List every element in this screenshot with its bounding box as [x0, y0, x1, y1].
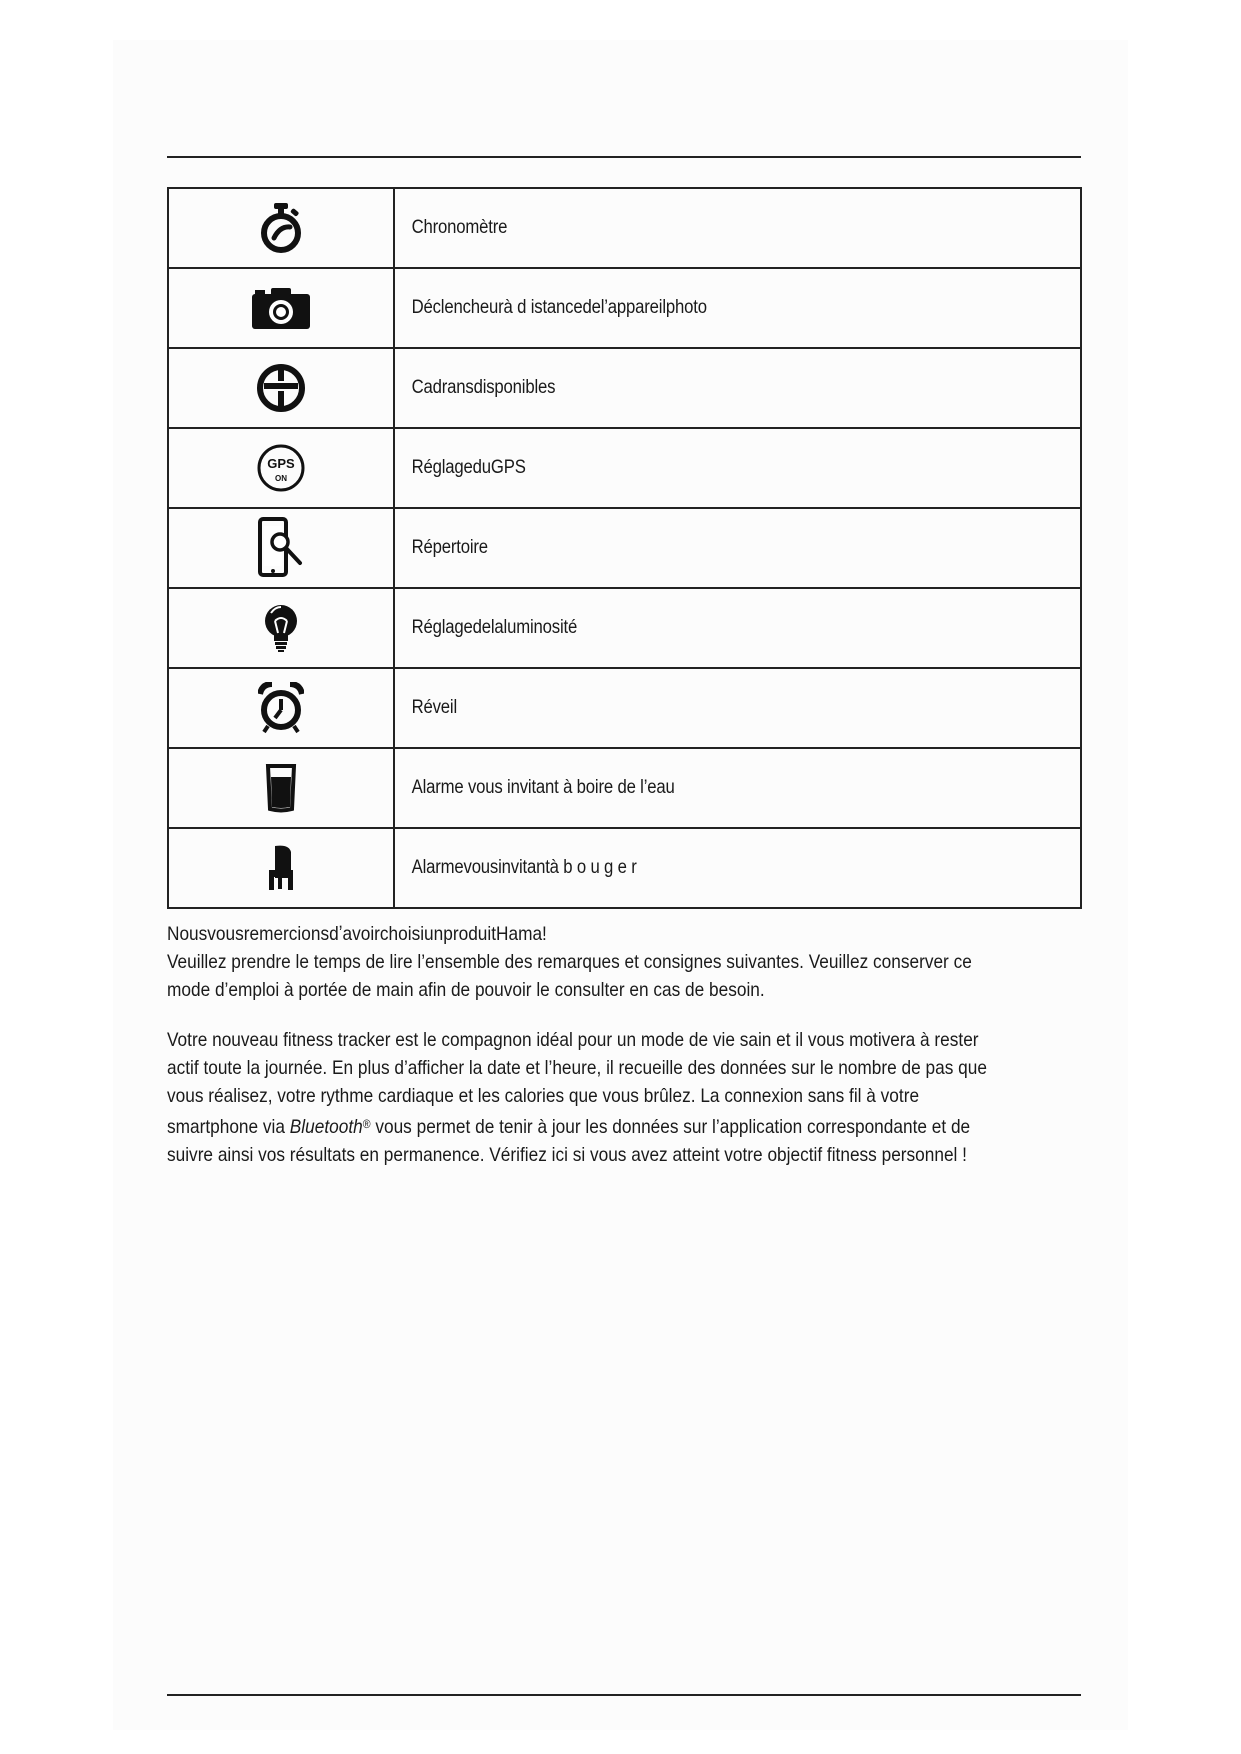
- icon-cell: [168, 668, 394, 748]
- icon-cell: [168, 588, 394, 668]
- gps-icon-subtext: ON: [275, 474, 287, 483]
- bluetooth-brand: Bluetooth: [289, 1116, 363, 1138]
- description-paragraph: [167, 1026, 990, 1169]
- feature-label: Réglagedelaluminosité: [411, 617, 578, 638]
- intro-text: [167, 920, 990, 1191]
- icon-cell: [168, 508, 394, 588]
- table-row: [168, 828, 1081, 908]
- feature-label: Cadransdisponibles: [411, 377, 556, 398]
- table-row: [168, 748, 1081, 828]
- icon-cell: [168, 188, 394, 268]
- table-row: [168, 508, 1081, 588]
- instructions-paragraph: Veuillez prendre le temps de lire l’ensemble des remarques et consignes suivantes. Veuillez conserver ce mode d’emploi à portée de main afin de pouvoir le consulter en cas de besoin.: [167, 951, 972, 1001]
- phone-search-icon: [256, 517, 306, 579]
- bottom-rule: [167, 1694, 1081, 1696]
- icon-cell: [168, 348, 394, 428]
- thanks-line: NousvousremercionsdʼavoirchoisiunproduitHama!: [167, 923, 547, 945]
- watch-face-icon: [256, 363, 306, 413]
- feature-label: Déclencheurà d istancedel’appareilphoto: [411, 297, 707, 318]
- description-part2: vous permet de tenir à jour les données sur l’application correspondante et de suivre ainsi vos résultats en permanence. Vérifiez ici si vous avez atteint votre objectif fitness personnel !: [167, 1116, 971, 1166]
- light-bulb-icon: [261, 603, 301, 653]
- table-row: [168, 668, 1081, 748]
- gps-icon: [255, 442, 307, 494]
- feature-icon-table: [167, 187, 1082, 909]
- water-glass-icon: [265, 763, 297, 813]
- feature-label: Alarmevousinvitantà b o u g e r: [411, 857, 637, 878]
- feature-label: RéglageduGPS: [411, 457, 526, 478]
- feature-label: Répertoire: [411, 537, 488, 558]
- gps-icon-text: GPS: [267, 456, 295, 471]
- registered-mark: ®: [362, 1117, 371, 1131]
- feature-label: Chronomètre: [411, 217, 508, 238]
- icon-cell: [168, 268, 394, 348]
- table-row: [168, 348, 1081, 428]
- table-row: [168, 588, 1081, 668]
- alarm-clock-icon: [258, 682, 304, 734]
- table-row: [168, 188, 1081, 268]
- camera-icon: [251, 286, 311, 330]
- icon-cell: [168, 428, 394, 508]
- feature-label: Réveil: [411, 697, 458, 718]
- stopwatch-icon: [258, 202, 304, 254]
- feature-label: Alarme vous invitant à boire de l’eau: [411, 777, 675, 798]
- table-row: [168, 268, 1081, 348]
- description-part1: Votre nouveau fitness tracker est le compagnon idéal pour un mode de vie sain et il vous motivera à rester actif toute la journée. En plus d’afficher la date et l’heure, il recueille des données sur le nombre de pas que vous réalisez, votre rythme cardiaque et les calories que vous brûlez. La connexion sans fil à votre smartphone via: [167, 1029, 987, 1138]
- icon-cell: [168, 828, 394, 908]
- table-row: [168, 428, 1081, 508]
- chair-icon: [263, 844, 299, 892]
- icon-cell: [168, 748, 394, 828]
- top-rule: [167, 156, 1081, 158]
